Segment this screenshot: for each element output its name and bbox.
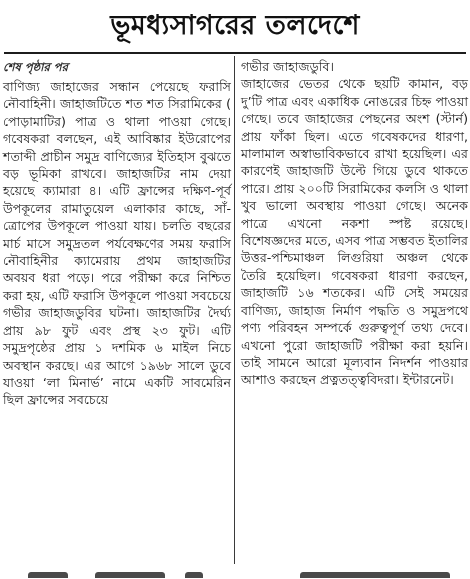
article-paragraph: গভীর জাহাজডুবি। <box>241 59 335 74</box>
column-divider <box>234 56 235 564</box>
article-paragraph: জাহাজের ভেতর থেকে ছয়টি কামান, বড় দু’টি পাত্র এবং একাধিক নোঙরের চিহ্ন পাওয়া গেছে। তবে জাহাজের পেছনের অংশ (স্টার্ন) প্রায় ফাঁকা ছিল। এতে গবেষকদের ধারণা, মালামাল অস্বাভাবিকভাবে রাখা হয়েছিল। এর কারণেই জাহাজটি উল্টে গিয়ে ডুবে থাকতে পারে। প্রায় ২০০টি সিরামিকের কলসি ও থালা খুব ভালো অবস্থায় পাওয়া গেছে। অনেক পাত্রে এখনো নকশা স্পষ্ট রয়েছে। বিশেষজ্ঞদের মতে, এসব পাত্র সম্ভবত ইতালির উত্তর-পশ্চিমাঞ্চল লিগুরিয়া অঞ্চল থেকে তৈরি হয়েছিল। গবেষকরা ধারণা করছেন, জাহাজটি ১৬ শতকের। এটি সেই সময়ের বাণিজ্য, জাহাজ নির্মাণ পদ্ধতি ও সমুদ্রপথে পণ্য পরিবহন সম্পর্কে গুরুত্বপূর্ণ তথ্য দেবে। এখনো পুরো জাহাজটি পরীক্ষা করা হয়নি। তাই সামনে আরো মূল্যবান নিদর্শন পাওয়ার আশাও করছেন প্রত্নতত্ত্ববিদরা। ইন্টারনেট। <box>241 76 468 388</box>
headline-rule <box>4 52 466 54</box>
cropped-glyph-fragment <box>95 572 165 578</box>
headline: ভূমধ্যসাগরের তলদেশে <box>110 10 360 41</box>
cropped-glyph-fragment <box>28 572 68 578</box>
cropped-glyph-fragment <box>185 572 203 578</box>
cropped-next-article-edge <box>0 568 470 579</box>
continued-from-label: শেষ পৃষ্ঠার পর <box>3 60 68 74</box>
article-column-right <box>241 58 468 389</box>
cropped-glyph-fragment <box>300 572 450 578</box>
article-column-left <box>3 58 231 409</box>
article-paragraph: বাণিজ্য জাহাজের সন্ধান পেয়েছে ফরাসি নৌবাহিনী। জাহাজটিতে শত শত সিরামিকের ( পোড়ামাটির) পাত্র ও থালা পাওয়া গেছে। গবেষকরা বলছেন, এই আবিষ্কার ইউরোপের শতাব্দী প্রাচীন সমুদ্র বাণিজ্যের ইতিহাস বুঝতে বড় ভূমিকা রাখবে। জাহাজটির নাম দেয়া হয়েছে ক্যামারা ৪। এটি ফ্রান্সের দক্ষিণ-পূর্ব উপকূলের রামাতুয়েল এলাকার কাছে, সাঁ-ত্রোপের উপকূলে পাওয়া যায়। চলতি বছরের মার্চ মাসে সমুদ্রতল পর্যবেক্ষণের সময় ফরাসি নৌবাহিনীর ক্যামেরায় প্রথম জাহাজটির অবয়ব ধরা পড়ে। পরে পরীক্ষা করে নিশ্চিত করা হয়, এটি ফরাসি উপকূলে পাওয়া সবচেয়ে গভীর জাহাজডুবির ঘটনা। জাহাজটির দৈর্ঘ্য প্রায় ৯৮ ফুট এবং প্রস্থ ২৩ ফুট। এটি সমুদ্রপৃষ্ঠের প্রায় ১ দশমিক ৬ মাইল নিচে অবস্থান করছে। এর আগে ১৯৬৮ সালে ডুবে যাওয়া ‘লা মিনার্ভ’ নামে একটি সাবমেরিন ছিল ফ্রান্সের সবচেয়ে <box>3 79 231 408</box>
